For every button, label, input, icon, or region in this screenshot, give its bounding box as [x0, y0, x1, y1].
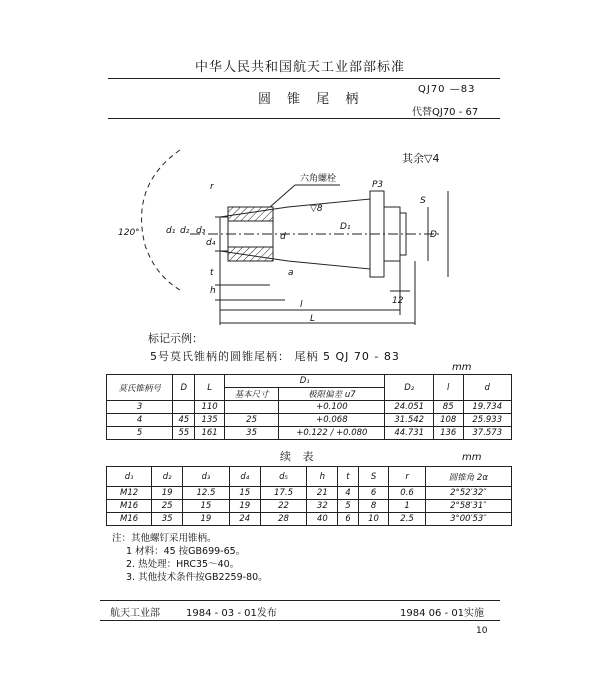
- conical-shank-drawing: [110, 125, 460, 330]
- issuer: 航天工业部: [110, 608, 160, 619]
- table-row: M16 35 19 24 28 40 6 10 2.5 3°00′53″: [107, 513, 512, 526]
- table-row: M16 25 15 19 22 32 5 8 1 2°58′31″: [107, 500, 512, 513]
- label-d1: d₁: [166, 226, 176, 236]
- standard-code: QJ70 —83: [418, 84, 476, 95]
- label-a: a: [288, 268, 294, 278]
- th-l: l: [433, 375, 463, 401]
- effective-date: 1984 06 - 01实施: [400, 608, 485, 619]
- replaces-code: 代替QJ70 - 67: [412, 107, 479, 118]
- label-d3: d₃: [196, 226, 206, 236]
- footer-rule: [100, 600, 500, 601]
- dimension-table: [106, 374, 512, 440]
- th-D1-tol: 极限偏差 u7: [279, 388, 385, 401]
- document-title: 圆 锥 尾 柄: [258, 92, 365, 107]
- roughness-note: 其余▽4: [402, 152, 440, 165]
- label-D: D: [430, 230, 437, 240]
- th-D2: D₂: [385, 375, 433, 401]
- footer-rule-lower: [100, 620, 500, 621]
- th-d: d: [463, 375, 511, 401]
- table2-title: 续 表: [280, 450, 318, 463]
- label-p3: P3: [372, 180, 384, 190]
- header-rule-lower: [108, 118, 500, 119]
- continuation-table: d₁ d₂ d₃ d₄ d₅ h t S r 圆锥角 2α M12 19 12.5 15 17.5 21 4 6 0.6 2°52′32″ M16 25 15 19 22 32 5 8 1 2°58′31″ M16 35 19 24 28 40 6 10 2.5 3°00′53″: [106, 466, 512, 526]
- label-surface: ▽8: [310, 204, 323, 214]
- label-l: l: [300, 300, 303, 310]
- table2-unit: mm: [462, 452, 482, 463]
- th-D1: D₁: [224, 375, 385, 388]
- label-h: h: [210, 286, 216, 296]
- label-d: d: [280, 232, 286, 242]
- note-0: 其他螺钉采用锥柄。: [131, 533, 217, 544]
- marking-example: 5号莫氏锥柄的圆锥尾柄： 尾柄 5 QJ 70 - 83: [150, 350, 400, 363]
- label-t: t: [210, 268, 214, 278]
- marking-label: 标记示例：: [148, 332, 203, 345]
- table-row: 5 55 161 35 +0.122 / +0.080 44.731 136 37.573: [107, 427, 512, 440]
- technical-notes: [112, 532, 268, 584]
- note-1: 1 材料：45 按GB699-65。: [126, 546, 246, 557]
- note-3: 3. 其他技术条件按GB2259-80。: [126, 572, 268, 583]
- th-D1-basic: 基本尺寸: [224, 388, 278, 401]
- th-L: L: [195, 375, 225, 401]
- issue-date: 1984 - 03 - 01发布: [186, 608, 277, 619]
- label-12: 12: [392, 296, 404, 306]
- org-title: 中华人民共和国航天工业部部标准: [194, 60, 405, 75]
- th-taper-no: 莫氏锥柄号: [107, 375, 173, 401]
- notes-label: 注：: [112, 533, 132, 544]
- label-D1: D₁: [340, 222, 351, 232]
- page-number: 10: [476, 626, 488, 636]
- th: d₁: [107, 467, 152, 487]
- label-d2: d₂: [180, 226, 190, 236]
- table-row: 4 45 135 25 +0.068 31.542 108 25.933: [107, 414, 512, 427]
- label-angle: 120°: [118, 228, 140, 238]
- angle-arc: [142, 150, 180, 290]
- note-2: 2. 热处理：HRC35～40。: [126, 559, 240, 570]
- table-row: 3 110 +0.100 24.051 85 19.734: [107, 401, 512, 414]
- table-row: M12 19 12.5 15 17.5 21 4 6 0.6 2°52′32″: [107, 487, 512, 500]
- table1-unit: mm: [452, 362, 472, 373]
- label-d4: d₄: [206, 238, 216, 248]
- header-rule: [108, 78, 500, 79]
- label-s: S: [420, 196, 426, 206]
- label-r: r: [210, 182, 214, 192]
- th-D: D: [173, 375, 195, 401]
- label-part: 六角螺栓: [300, 174, 337, 184]
- label-L: L: [310, 314, 316, 324]
